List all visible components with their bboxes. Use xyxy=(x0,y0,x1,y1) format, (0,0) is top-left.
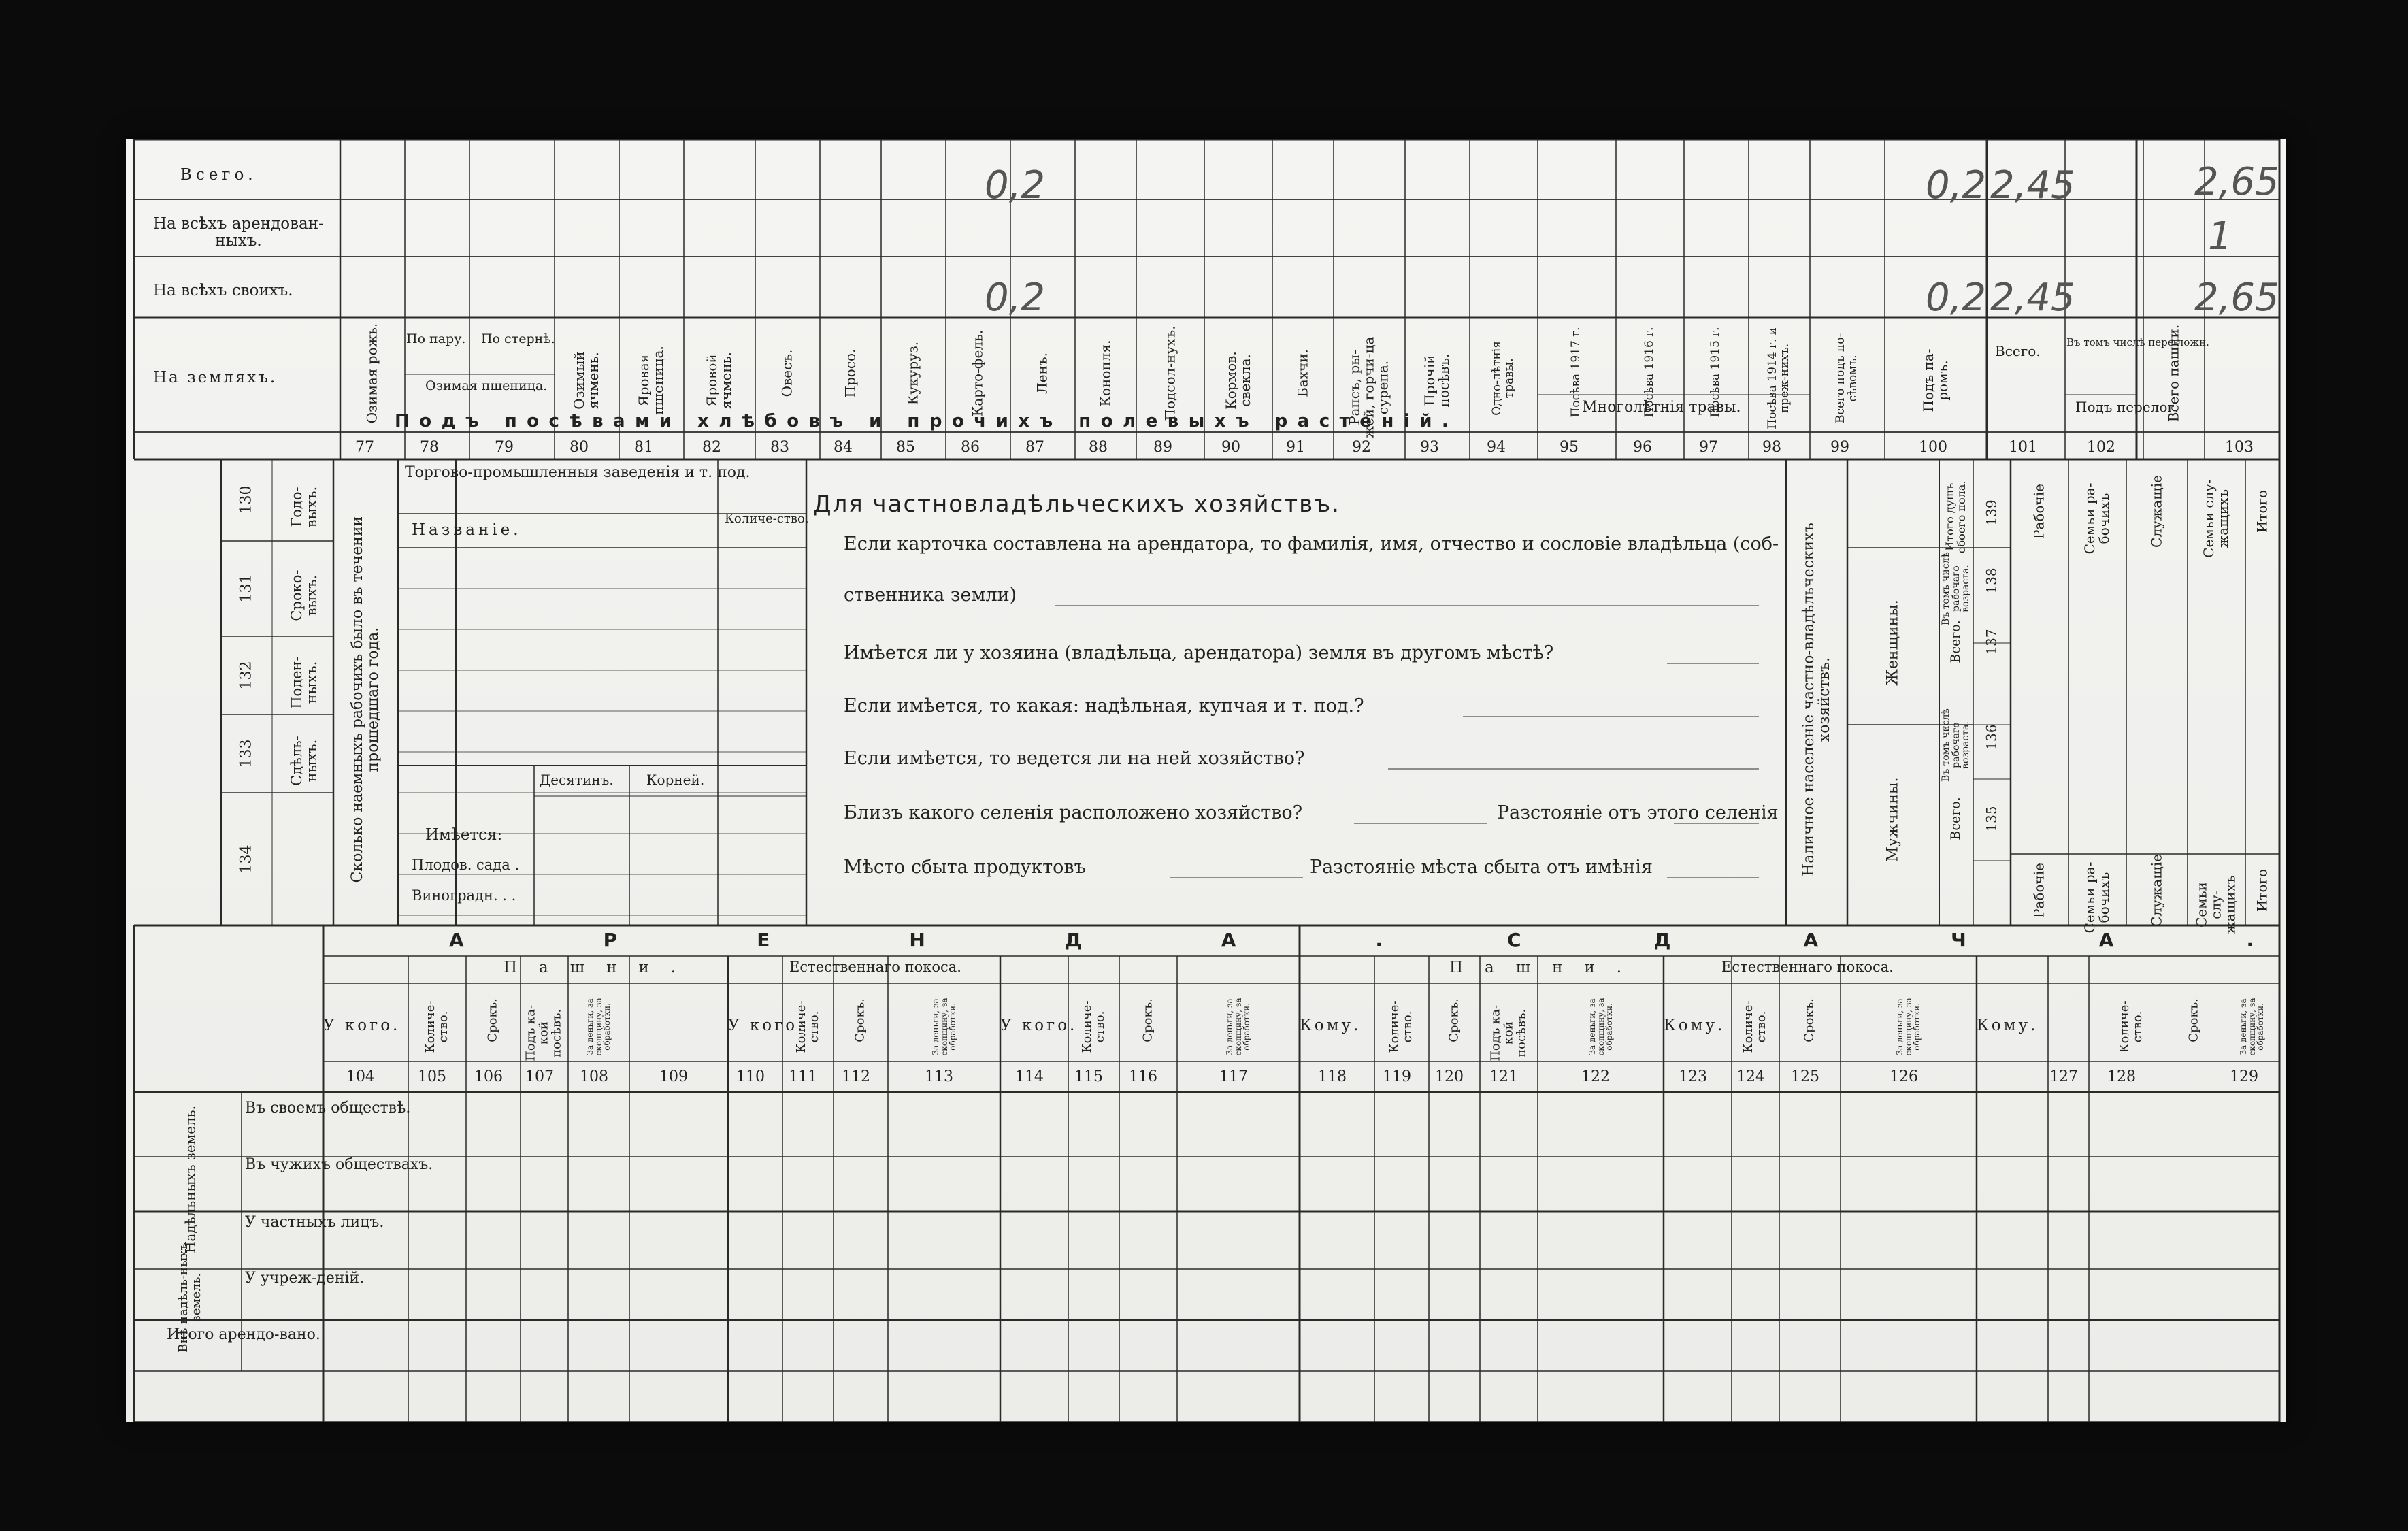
col-number-93: 93 xyxy=(1420,439,1439,456)
sub-srok-3: Срокъ. xyxy=(1447,998,1462,1042)
sub-kolichestvo-2: Количе-ство. xyxy=(1079,1000,1107,1053)
bottom-col-number-107: 107 xyxy=(525,1068,554,1085)
sub-kolichestvo-5: Количе-ство. xyxy=(2117,1000,2145,1053)
sub-komu-3: Кому. xyxy=(1300,1017,1362,1034)
hired-workers-caption: Сколько наемныхъ рабочихъ было въ течении прошедшаго года. xyxy=(348,516,382,883)
sub-za_dengi-1: За деньги, за скопщину, за обработки. xyxy=(930,998,957,1056)
sub-srok-1: Срокъ. xyxy=(853,998,868,1042)
crop-header-2: По стернѣ. xyxy=(481,331,555,346)
men-working-age: Въ томъ числѣ рабочаго возраста. xyxy=(1940,708,1972,782)
sub-u_kogo-0: У кого. xyxy=(323,1017,401,1034)
crop-header-13: Кормов. свекла. xyxy=(1223,351,1253,410)
crop-header-3: Озимый ячмень. xyxy=(571,351,601,410)
hired-row-label-3: Сдѣль-ныхъ. xyxy=(288,735,320,786)
women-vsego: Всего. xyxy=(1948,620,1964,663)
crop-header-15: Рапсъ, ры-жей, горчи-ца сурепа. xyxy=(1346,336,1391,439)
bottom-col-number-111: 111 xyxy=(789,1068,817,1085)
bottom-col-number-110: 110 xyxy=(736,1068,765,1085)
bottom-col-number-125: 125 xyxy=(1791,1068,1819,1085)
bottom-col-number-112: 112 xyxy=(842,1068,870,1085)
row-label-svoih: На всѣхъ своихъ. xyxy=(153,282,293,299)
question-q6a: Мѣсто сбыта продуктовъ xyxy=(844,857,1086,878)
sub-kolichestvo-1: Количе-ство. xyxy=(793,1000,821,1053)
handwritten-svoi_potato: 0,2 xyxy=(985,276,1046,320)
sub-kolichestvo-4: Количе-ство. xyxy=(1741,1000,1768,1053)
crop-header-10: Ленъ. xyxy=(1034,352,1051,394)
bottom-col-number-116: 116 xyxy=(1129,1068,1157,1085)
bottom-col-number-105: 105 xyxy=(418,1068,446,1085)
arenda-title: АРЕНДА. xyxy=(449,929,1522,951)
crop-header-17: Одно-лѣтнія травы. xyxy=(1490,341,1516,416)
crop-header-1: По пару. xyxy=(406,331,466,346)
question-q5b: Разстояніе отъ этого селенія xyxy=(1497,802,1779,823)
sub-u_kogo-1: У кого. xyxy=(728,1017,806,1034)
question-q2: Имѣется ли у хозяина (владѣльца, арендатора) земля въ другомъ мѣстѣ? xyxy=(844,642,1554,663)
col-number-90: 90 xyxy=(1221,439,1240,456)
bottom-col-number-122: 122 xyxy=(1581,1068,1610,1085)
sub-srok-0: Срокъ. xyxy=(485,998,500,1042)
hired-row-number: 133 xyxy=(237,739,255,768)
col-number-79: 79 xyxy=(495,439,514,456)
bottom-row-label-0: Въ своемъ обществѣ. xyxy=(245,1100,411,1117)
col-number-94: 94 xyxy=(1487,439,1506,456)
handwritten-vsego_total: 0,2 xyxy=(1926,163,1987,208)
arenda-pashni: Пашни. xyxy=(504,959,698,976)
col-number-99: 99 xyxy=(1830,439,1849,456)
bottom-col-number-115: 115 xyxy=(1074,1068,1103,1085)
sub-pod_kakoi-0: Подъ ка-кой посѣвъ. xyxy=(523,1004,564,1061)
row-label-na-zemlyah: На земляхъ. xyxy=(153,369,278,386)
pop-number-139: 139 xyxy=(1983,499,2000,526)
has-label: Имѣется: xyxy=(425,826,503,844)
right-col-bottom-4: Итого xyxy=(2254,868,2271,912)
right-col-top-4: Итого xyxy=(2254,489,2271,533)
crop-header-11: Конопля. xyxy=(1097,340,1114,407)
sub-komu-5: Кому. xyxy=(1977,1017,2039,1034)
col-number-91: 91 xyxy=(1286,439,1305,456)
crop-header-22: Всего подъ по-сѣвомъ. xyxy=(1834,333,1860,423)
bottom-col-number-128: 128 xyxy=(2107,1068,2136,1085)
sub-srok-4: Срокъ. xyxy=(1802,998,1817,1042)
col-number-83: 83 xyxy=(770,439,789,456)
pop-number-138: 138 xyxy=(1983,567,2000,594)
women-label: Женщины. xyxy=(1884,599,1902,686)
women-working-age: Въ томъ числѣ рабочаго возраста. xyxy=(1940,552,1972,625)
bottom-col-number-117: 117 xyxy=(1219,1068,1248,1085)
perennial-grass-label: Многолѣтнія травы. xyxy=(1582,399,1741,416)
question-q1a: Если карточка составлена на арендатора, то фамилія, имя, отчество и сословіе владѣльца (соб- xyxy=(844,533,1779,555)
sdacha-title: СДАЧА. xyxy=(1507,929,2387,951)
crop-header-26: Всего пашни. xyxy=(2165,324,2182,423)
hired-row-number: 131 xyxy=(237,574,255,603)
question-q1b: ственника земли) xyxy=(844,585,1017,606)
col-number-87: 87 xyxy=(1025,439,1044,456)
crop-header-19: Посѣва 1916 г. xyxy=(1643,327,1657,418)
arenda-pokos: Естественнаго покоса. xyxy=(789,959,961,975)
right-col-bottom-0: Рабочіе xyxy=(2030,863,2047,918)
orchard-label: Плодов. сада . xyxy=(412,857,520,873)
col-number-102: 102 xyxy=(2087,439,2115,456)
crop-header-6: Овесъ. xyxy=(778,349,795,397)
handwritten-arend_pashni: 1 xyxy=(2208,214,2232,259)
sub-srok-5: Срокъ. xyxy=(2186,998,2201,1042)
bottom-row-label-4: Итого арендо-вано. xyxy=(167,1326,320,1343)
col-number-101: 101 xyxy=(2009,439,2037,456)
bottom-col-number-109: 109 xyxy=(659,1068,688,1085)
sub-za_dengi-3: За деньги, за скопщину, за обработки. xyxy=(1587,998,1614,1056)
question-q3: Если имѣется, то какая: надѣльная, купчая и т. под.? xyxy=(844,695,1364,717)
nadel-label: Надѣльныхъ земель. xyxy=(182,1105,199,1254)
handwritten-vsego_par: 2,45 xyxy=(1990,163,2075,208)
pop-number-137: 137 xyxy=(1983,629,2000,655)
handwritten-vsego_potato: 0,2 xyxy=(985,163,1046,208)
crop-header-20: Посѣва 1915 г. xyxy=(1709,327,1723,418)
under-crops-banner: Подъ посѣвами хлѣбовъ и прочихъ полевыхъ растеній. xyxy=(395,411,1459,431)
bottom-row-label-1: Въ чужихъ обществахъ. xyxy=(245,1156,433,1173)
crop-header-4: Яровая пшеница. xyxy=(636,346,666,415)
handwritten-vsego_pashni: 2,65 xyxy=(2194,160,2279,204)
col-number-97: 97 xyxy=(1699,439,1718,456)
col-number-82: 82 xyxy=(702,439,721,456)
col-number-98: 98 xyxy=(1762,439,1781,456)
census-card-page xyxy=(126,139,2387,1422)
hired-row-label-2: Поден-ныхъ. xyxy=(288,655,320,709)
vineyard-label: Виноградн. . . xyxy=(412,887,516,904)
bottom-col-number-120: 120 xyxy=(1435,1068,1464,1085)
bottom-col-number-123: 123 xyxy=(1679,1068,1707,1085)
crop-header-16: Прочій посѣвъ. xyxy=(1421,353,1452,408)
bottom-col-number-104: 104 xyxy=(346,1068,375,1085)
sub-za_dengi-4: За деньги, за скопщину, за обработки. xyxy=(1895,998,1922,1056)
crop-header-25: Въ томъ числѣ пере-ложн. xyxy=(2066,336,2209,348)
crop-header-18: Посѣва 1917 г. xyxy=(1569,327,1583,418)
right-col-bottom-3: Семьи слу-жащихъ xyxy=(2193,875,2239,934)
col-number-80: 80 xyxy=(570,439,589,456)
col-number-103: 103 xyxy=(2225,439,2254,456)
sub-komu-4: Кому. xyxy=(1664,1017,1726,1034)
col-number-88: 88 xyxy=(1089,439,1108,456)
bottom-col-number-106: 106 xyxy=(474,1068,503,1085)
private-farms-title: Для частновладѣльческихъ хозяйствъ. xyxy=(813,491,1340,518)
pop-number-136: 136 xyxy=(1983,724,2000,751)
col-number-96: 96 xyxy=(1633,439,1652,456)
crop-header-21: Посѣва 1914 г. и преж-нихъ. xyxy=(1766,327,1792,429)
vne-nadel-label: Внѣ надѣль-ныхъ земель. xyxy=(176,1242,203,1353)
perelog-label: Подъ перелог. xyxy=(2075,399,2179,415)
bottom-col-number-127: 127 xyxy=(2049,1068,2078,1085)
crop-header-12: Подсол-нухъ. xyxy=(1161,325,1178,421)
hired-row-label-1: Сроко-выхъ. xyxy=(288,570,320,621)
bottom-col-number-126: 126 xyxy=(1890,1068,1918,1085)
col-number-84: 84 xyxy=(834,439,853,456)
hired-row-number: 134 xyxy=(237,844,255,874)
right-col-top-1: Семьи ра-бочихъ xyxy=(2081,482,2112,555)
bottom-row-label-2: У частныхъ лицъ. xyxy=(245,1214,384,1231)
bottom-row-label-3: У учреж-деній. xyxy=(245,1270,365,1287)
handwritten-svoi_total: 0,2 xyxy=(1926,276,1987,320)
bottom-col-number-124: 124 xyxy=(1736,1068,1765,1085)
sub-kolichestvo-3: Количе-ство. xyxy=(1387,1000,1415,1053)
men-label: Мужчины. xyxy=(1884,777,1902,862)
col-number-89: 89 xyxy=(1153,439,1172,456)
sdacha-pokos: Естественнаго покоса. xyxy=(1721,959,1894,975)
col-number-86: 86 xyxy=(961,439,980,456)
bottom-col-number-114: 114 xyxy=(1015,1068,1044,1085)
hired-row-number: 132 xyxy=(237,661,255,690)
trade-name-header: Названіе. xyxy=(412,521,522,539)
row-label-arendovannyh: На всѣхъ арендован- ныхъ. xyxy=(153,215,324,250)
total-souls: Итого душъ обоего пола. xyxy=(1943,480,1968,554)
population-caption: Наличное населеніе частно-владѣльческихъ хозяйствъ. xyxy=(1800,523,1833,876)
bottom-col-number-129: 129 xyxy=(2230,1068,2258,1085)
sub-kolichestvo-0: Количе-ство. xyxy=(423,1000,450,1053)
trade-title: Торгово-промышленныя заведенія и т. под. xyxy=(405,464,751,481)
crop-header-8: Кукуруз. xyxy=(904,341,921,406)
bottom-col-number-119: 119 xyxy=(1383,1068,1411,1085)
handwritten-svoi_par: 2,45 xyxy=(1990,276,2075,320)
men-vsego: Всего. xyxy=(1948,797,1964,840)
col-number-81: 81 xyxy=(634,439,653,456)
right-col-bottom-2: Служащіе xyxy=(2148,854,2165,927)
col-number-92: 92 xyxy=(1352,439,1371,456)
crop-header-23: Подъ па-ромъ. xyxy=(1920,348,1951,412)
crop-header-7: Просо. xyxy=(842,348,859,398)
col-number-100: 100 xyxy=(1919,439,1947,456)
trade-qty-header: Количе-ство. xyxy=(725,512,809,526)
question-q6b: Разстояніе мѣста сбыта отъ имѣнія xyxy=(1310,857,1653,878)
sub-u_kogo-2: У кого. xyxy=(1000,1017,1078,1034)
sub-srok-2: Срокъ. xyxy=(1140,998,1155,1042)
bottom-col-number-121: 121 xyxy=(1489,1068,1518,1085)
pop-number-135: 135 xyxy=(1983,806,2000,832)
col-number-95: 95 xyxy=(1560,439,1579,456)
question-q5a: Близъ какого селенія расположено хозяйство? xyxy=(844,802,1303,823)
col-number-85: 85 xyxy=(896,439,915,456)
question-q4: Если имѣется, то ведется ли на ней хозяйство? xyxy=(844,748,1305,769)
bottom-col-number-118: 118 xyxy=(1318,1068,1347,1085)
bottom-col-number-108: 108 xyxy=(580,1068,608,1085)
crop-header-5: Яровой ячмень. xyxy=(704,352,734,409)
right-col-top-0: Рабочіе xyxy=(2030,484,2047,539)
crop-header-9: Карто-фель. xyxy=(969,329,986,417)
right-col-bottom-1: Семьи ра-бочихъ xyxy=(2081,861,2112,934)
sub-za_dengi-5: За деньги, за скопщину, за обработки. xyxy=(2239,998,2266,1056)
desyatin-header: Десятинъ. xyxy=(540,772,614,788)
hired-row-label-0: Годо-выхъ. xyxy=(288,486,320,528)
col-number-77: 77 xyxy=(355,439,374,456)
right-col-top-2: Служащіе xyxy=(2148,475,2165,548)
sdacha-pashni: Пашни. xyxy=(1449,959,1644,976)
col-number-78: 78 xyxy=(420,439,439,456)
hired-row-number: 130 xyxy=(237,485,255,514)
row-label-vsego: Всего. xyxy=(180,166,257,184)
roots-header: Корней. xyxy=(646,772,705,788)
crop-header-14: Бахчи. xyxy=(1294,349,1311,397)
crop-header-24: Всего. xyxy=(1995,343,2041,359)
sub-pod_kakoi-3: Подъ ка-кой посѣвъ. xyxy=(1488,1004,1528,1061)
winter-wheat-label: Озимая пшеница. xyxy=(425,378,548,393)
right-col-top-3: Семьи слу-жащихъ xyxy=(2200,479,2231,558)
sub-za_dengi-2: За деньги, за скопщину, за обработки. xyxy=(1225,998,1252,1056)
crop-header-0: Озимая рожь. xyxy=(363,323,380,424)
sub-za_dengi-0: За деньги, за скопщину, за обработки. xyxy=(585,998,612,1056)
bottom-col-number-113: 113 xyxy=(925,1068,953,1085)
handwritten-svoi_pashni: 2,65 xyxy=(2194,276,2279,320)
